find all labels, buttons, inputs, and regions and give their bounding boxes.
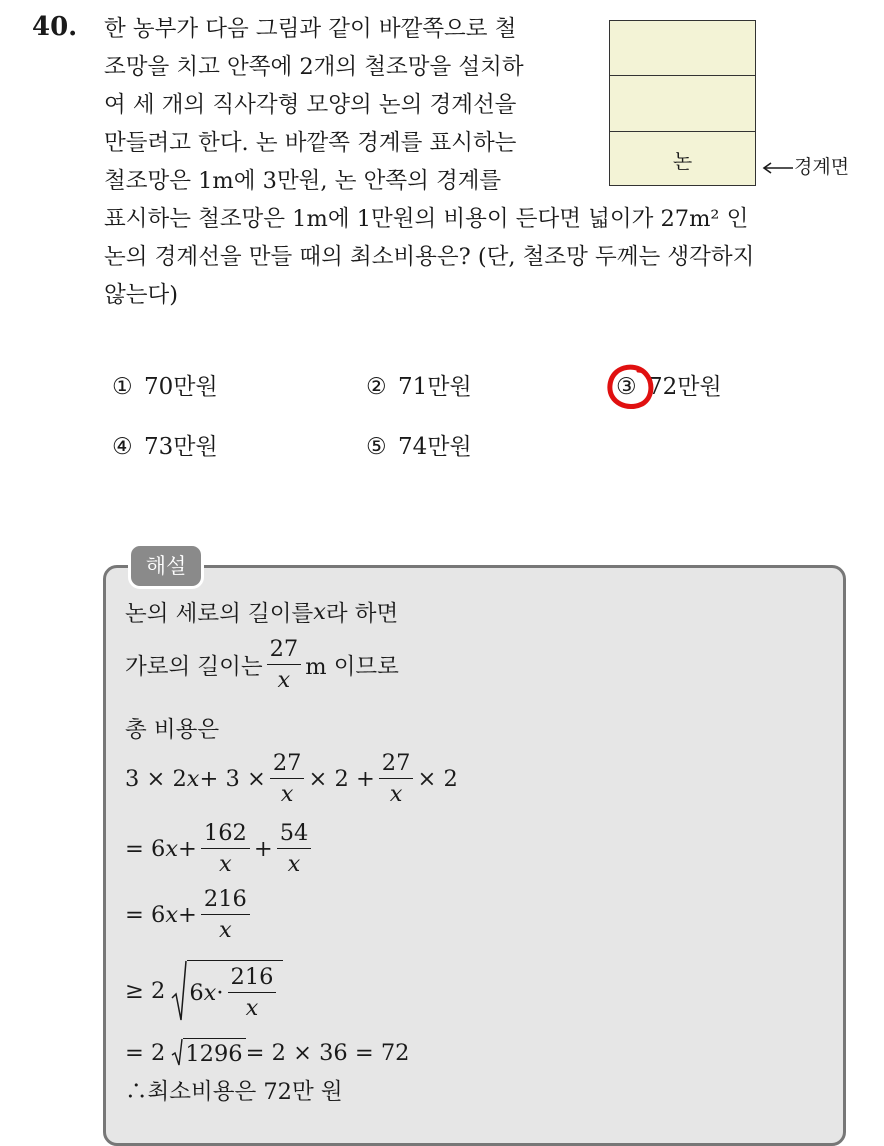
text: · <box>216 979 224 1006</box>
solution-line <box>125 638 399 691</box>
text: 논의 세로의 길이를 <box>125 601 314 627</box>
text: + 3 × <box>199 765 266 792</box>
choice-1[interactable] <box>112 368 218 401</box>
variable: x <box>165 835 179 862</box>
question-line: 않는다) <box>104 282 178 308</box>
boundary-callout <box>762 152 849 179</box>
question-line: 철조망은 1m에 3만원, 논 안쪽의 경계를 <box>104 168 502 194</box>
text: × 2 <box>417 765 458 792</box>
variable: x <box>186 765 200 792</box>
fraction <box>228 966 277 1019</box>
solution-line <box>125 712 219 744</box>
field-diagram <box>609 20 756 186</box>
text: = 6 <box>125 901 166 928</box>
choice-4[interactable] <box>112 428 218 461</box>
solution-line <box>125 822 315 875</box>
choice-mark: ③ <box>616 374 637 400</box>
radical-sign-icon <box>171 1038 183 1066</box>
solution-line <box>125 1038 410 1067</box>
variable: x <box>203 979 217 1006</box>
choice-2[interactable] <box>366 368 472 401</box>
inner-fence-line <box>610 75 755 76</box>
question-line: 논의 경계선을 만들 때의 최소비용은? (단, 철조망 두께는 생각하지 <box>104 244 755 270</box>
choice-text: 72만원 <box>648 374 722 400</box>
denominator: x <box>245 994 259 1021</box>
denominator: x <box>287 850 301 877</box>
radicand <box>187 960 283 1022</box>
choice-mark: ⑤ <box>366 434 387 460</box>
question-line: 여 세 개의 직사각형 모양의 논의 경계선을 <box>104 92 517 118</box>
numerator: 162 <box>201 822 250 849</box>
variable: x <box>165 901 179 928</box>
solution-tag: 해설 <box>128 543 204 589</box>
question-line: 조망을 치고 안쪽에 2개의 철조망을 설치하 <box>104 54 524 80</box>
denominator: x <box>280 780 294 807</box>
solution-line <box>125 888 254 941</box>
variable: x <box>313 599 326 625</box>
text: + <box>253 835 273 862</box>
choice-text: 71만원 <box>398 374 472 400</box>
square-root <box>171 1038 245 1067</box>
numerator: 54 <box>277 822 312 849</box>
left-arrow-icon <box>762 162 794 174</box>
conclusion-text: ∴최소비용은 72만 원 <box>125 1079 343 1105</box>
text: 가로의 길이는 <box>125 653 263 680</box>
choice-mark: ④ <box>112 434 133 460</box>
fraction <box>201 822 250 875</box>
choice-text: 73만원 <box>144 434 218 460</box>
solution-line <box>125 1074 343 1106</box>
fraction <box>379 752 414 805</box>
fraction <box>201 888 250 941</box>
numerator: 216 <box>201 888 250 915</box>
fraction <box>267 638 302 691</box>
boundary-label: 경계면 <box>794 156 850 178</box>
field-label: 논 <box>672 149 693 173</box>
numerator: 27 <box>267 638 302 665</box>
text: m 이므로 <box>305 653 399 680</box>
choice-mark: ② <box>366 374 387 400</box>
text: = 6 <box>125 835 166 862</box>
question-number: 40. <box>32 12 78 42</box>
numerator: 216 <box>228 966 277 993</box>
choice-text: 74만원 <box>398 434 472 460</box>
solution-line <box>125 752 458 805</box>
text: + <box>178 901 197 928</box>
text: × 2 + <box>308 765 375 792</box>
fraction <box>270 752 305 805</box>
numerator: 27 <box>379 752 414 779</box>
text: 라 하면 <box>325 601 399 627</box>
text: = 2 × 36 = 72 <box>245 1039 410 1066</box>
square-root <box>171 960 283 1022</box>
denominator: x <box>219 916 232 943</box>
question-line: 만들려고 한다. 논 바깥쪽 경계를 표시하는 <box>104 130 517 156</box>
radical-sign-icon <box>171 960 187 1022</box>
text: ≥ 2 <box>125 978 166 1004</box>
text: + <box>178 835 197 862</box>
choice-text: 70만원 <box>144 374 218 400</box>
text: = 2 <box>125 1039 166 1066</box>
choice-mark: ① <box>112 374 133 400</box>
text: 총 비용은 <box>125 717 220 743</box>
denominator: x <box>389 780 403 807</box>
question-line: 한 농부가 다음 그림과 같이 바깥쪽으로 철 <box>104 16 517 42</box>
inner-fence-line <box>610 131 755 132</box>
numerator: 27 <box>270 752 305 779</box>
question-text-wrapped <box>104 10 584 200</box>
question-text-full <box>104 200 864 314</box>
question-line: 표시하는 철조망은 1m에 1만원의 비용이 든다면 넓이가 27m² 인 <box>104 206 749 232</box>
denominator: x <box>219 850 232 877</box>
radicand: 1296 <box>183 1038 245 1067</box>
choice-5[interactable] <box>366 428 472 461</box>
solution-line <box>125 596 398 628</box>
text: 3 × 2 <box>125 765 187 792</box>
selected-answer-circle-icon <box>604 363 656 413</box>
text: 6 <box>189 979 204 1006</box>
fraction <box>277 822 312 875</box>
denominator: x <box>277 666 291 693</box>
solution-line <box>125 960 283 1022</box>
